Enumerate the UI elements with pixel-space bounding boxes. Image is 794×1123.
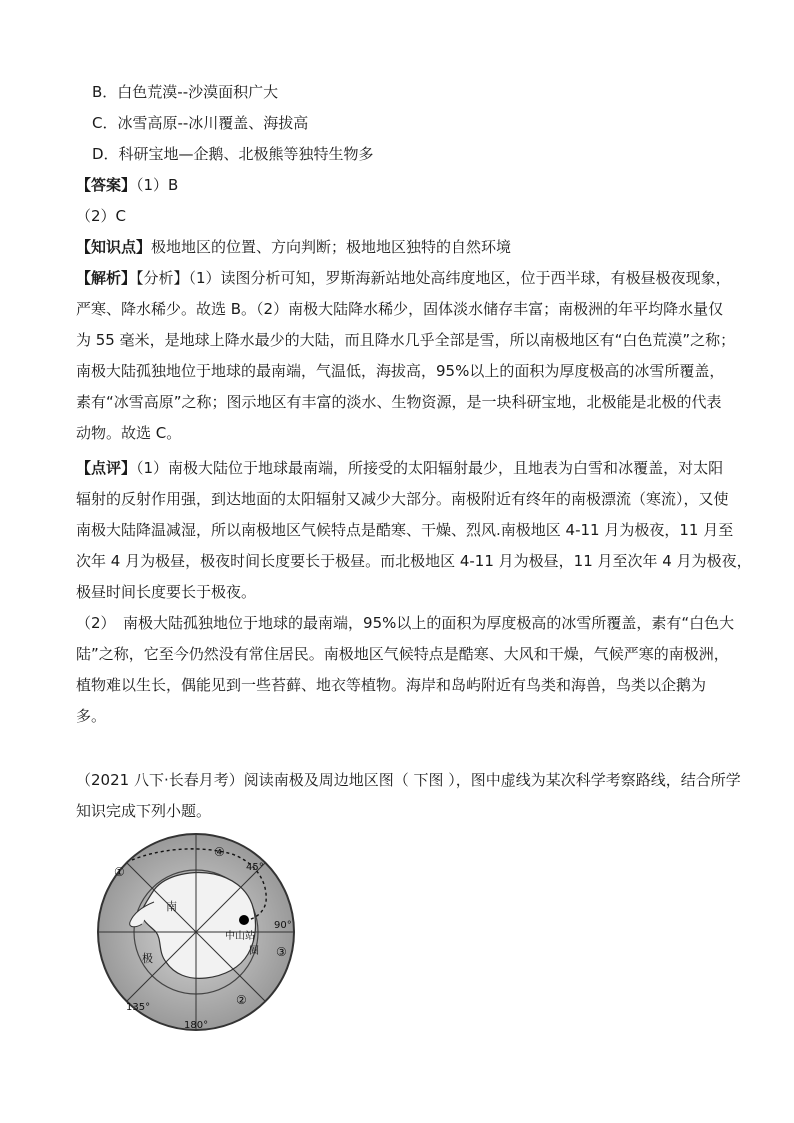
comment2-line-3: 多。 (76, 707, 107, 725)
label-45: 45° (246, 862, 264, 873)
label-quan: 圈 (249, 946, 259, 957)
analysis-line-1: 严寒、降水稀少。故选 B。（2）南极大陆降水稀少，固体淡水储存丰富；南极洲的年平均降水量仅 (76, 300, 724, 318)
analysis-line-5: 动物。故选 C。 (76, 424, 182, 442)
comment-line-4: 极昼时间长度要长于极夜。 (76, 583, 257, 601)
question-line-1: 知识完成下列小题。 (76, 802, 212, 820)
option-d: D．科研宝地—企鹅、北极熊等独特生物多 (92, 145, 374, 163)
analysis-line-0 (76, 268, 731, 288)
comment2-line-2: 植物难以生长，偶能见到一些苔藓、地衣等植物。海岸和岛屿附近有鸟类和海兽，鸟类以企鹅为 (76, 676, 707, 694)
label-zhongshan: 中山站 (225, 931, 255, 942)
answer-text-1: （1）B (136, 176, 179, 194)
knowledge-text: 极地地区的位置、方向判断；极地地区独特的自然环境 (151, 238, 512, 256)
analysis-line-3: 南极大陆孤独地位于地球的最南端，气温低，海拔高，95%以上的面积为厚度极高的冰雪所覆盖， (76, 362, 725, 380)
label-circle-1: ① (114, 865, 125, 879)
label-ji: 极 (142, 952, 153, 965)
label-circle-2: ② (236, 993, 247, 1007)
question-line-0: （2021 八下·长春月考）阅读南极及周边地区图（ 下图 ），图中虚线为某次科学考察路线，结合所学 (76, 771, 741, 789)
comment-text: （1）南极大陆位于地球最南端，所接受的太阳辐射最少，且地表为白雪和冰覆盖，对太阳 (136, 459, 724, 477)
analysis-text: 【分析】（1）读图分析可知，罗斯海新站地处高纬度地区，位于西半球，有极昼极夜现象， (136, 269, 731, 287)
comment-line-0 (76, 458, 726, 478)
antarctica-map (96, 832, 296, 1032)
option-c: C．冰雪高原--冰川覆盖、海拔高 (92, 114, 309, 132)
analysis-line-2: 为 55 毫米，是地球上降水最少的大陆，而且降水几乎全部是雪，所以南极地区有“白色荒漠”之称； (76, 331, 736, 349)
label-circle-4: ④ (214, 845, 225, 859)
zhongshan-station-dot (239, 915, 249, 925)
comment-line-2: 南极大陆降温减湿，所以南极地区气候特点是酷寒、干燥、烈风.南极地区 4-11 月为极夜，11 月至 (76, 521, 734, 539)
analysis-line-4: 素有“冰雪高原”之称；图示地区有丰富的淡水、生物资源，是一块科研宝地，北极能是北极的代表 (76, 393, 722, 411)
answer-line-2: （2）C (76, 207, 127, 225)
comment-line-3: 次年 4 月为极昼，极夜时间长度要长于极昼。而北极地区 4-11 月为极昼，11 月至次年 4 月为极夜， (76, 552, 752, 570)
option-b: B．白色荒漠--沙漠面积广大 (92, 83, 279, 101)
answer-tag: 【答案】 (76, 176, 137, 194)
comment-tag: 【点评】 (76, 459, 137, 477)
comment-line-1: 辐射的反射作用强，到达地面的太阳辐射又减少大部分。南极附近有终年的南极漂流（寒流），又使 (76, 490, 729, 508)
label-180: 180° (184, 1020, 209, 1031)
label-135: 135° (126, 1002, 151, 1013)
analysis-tag: 【解析】 (76, 269, 137, 287)
knowledge-tag: 【知识点】 (76, 238, 152, 256)
comment2-line-1: 陆”之称，它至今仍然没有常住居民。南极地区气候特点是酷寒、大风和干燥，气候严寒的南极洲， (76, 645, 729, 663)
label-90: 90° (274, 920, 292, 931)
comment2-line-0: （2） 南极大陆孤独地位于地球的最南端，95%以上的面积为厚度极高的冰雪所覆盖，素有“白色大 (76, 614, 735, 632)
answer-line-1 (76, 175, 726, 195)
label-circle-3: ③ (276, 945, 287, 959)
label-nan: 南 (166, 900, 177, 913)
knowledge-line (76, 237, 726, 257)
